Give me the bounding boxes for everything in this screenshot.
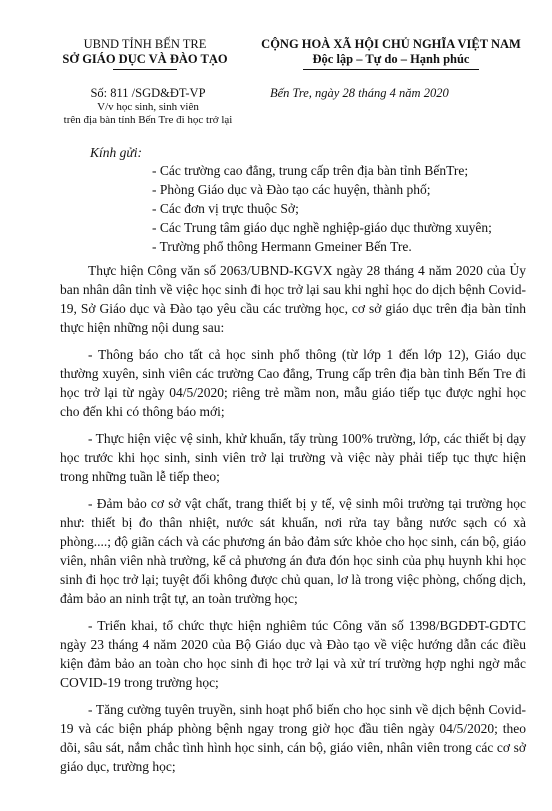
document-body [60, 261, 526, 784]
recipient-list [152, 161, 492, 256]
salutation: Kính gửi: [90, 145, 142, 160]
body-paragraph: Thực hiện Công văn số 2063/UBND-KGVX ngày 28 tháng 4 năm 2020 của Ủy ban nhân dân tỉnh về việc học sinh đi học trở lại sau khi nghỉ học do dịch bệnh Covid-19, Sở Giáo dục và Đào tạo yêu cầu các trường học, cơ sở giáo dục trên địa bàn tỉnh thực hiện những nội dung sau: [60, 263, 526, 335]
recipient-item: - Các đơn vị trực thuộc Sở; [152, 201, 299, 216]
body-paragraph: - Đảm bảo cơ sở vật chất, trang thiết bị y tế, vệ sinh môi trường tại trường học như: thiết bị đo thân nhiệt, nước sát khuẩn, nơi rửa tay bằng nước sạch có xà phòng....; độ giãn cách và các phương án bảo đảm sức khỏe cho học sinh, cán bộ, giáo viên, nhân viên nhà trường, kể cả phương án đưa đón học sinh của phụ huynh khi học sinh đi học trở lại; tuyệt đối không được chủ quan, lơ là trong việc phòng, chống dịch, đảm bảo an ninh trật tự, an toàn trường học; [60, 496, 527, 606]
recipient-item: - Trường phổ thông Hermann Gmeiner Bến Tre. [152, 239, 412, 254]
issuer-underline [113, 69, 177, 70]
body-paragraph: - Triển khai, tổ chức thực hiện nghiêm túc Công văn số 1398/BGDĐT-GDTC ngày 23 tháng 4 năm 2020 của Bộ Giáo dục và Đào tạo về việc hướng dẫn các điều kiện đảm bảo an toàn cho học sinh đi học trở lại và xử trí trường hợp nghi ngờ mắc COVID-19 trong trường học; [60, 618, 526, 690]
recipient-item: - Các trường cao đẳng, trung cấp trên địa bàn tỉnh BếnTre; [152, 163, 469, 178]
motto-underline [303, 69, 479, 70]
body-paragraph: - Thông báo cho tất cả học sinh phổ thông (từ lớp 1 đến lớp 12), Giáo dục thường xuyên, sinh viên các trường Cao đẳng, Trung cấp trên địa bàn tỉnh Bến Tre đi học trở lại từ ngày 04/5/2020; riêng trẻ mầm non, mẫu giáo tiếp tục được nghỉ học cho đến khi có thông báo mới; [60, 347, 526, 419]
national-motto: Độc lập – Tự do – Hạnh phúc [312, 52, 470, 66]
recipient-item: - Các Trung tâm giáo dục nghề nghiệp-giáo dục thường xuyên; [152, 220, 492, 235]
subject-line-2: trên địa bàn tỉnh Bến Tre đi học trở lại [63, 114, 233, 126]
body-paragraph: - Thực hiện việc vệ sinh, khử khuẩn, tẩy trùng 100% trường, lớp, các thiết bị dạy học trước khi học sinh, sinh viên trở lại trường và việc này phải tiếp tục thực hiện trong những tuần lễ tiếp theo; [60, 431, 526, 484]
recipient-item: - Phòng Giáo dục và Đào tạo các huyện, thành phố; [152, 182, 431, 197]
issuer-block [40, 37, 250, 70]
issuer-province: UBND TỈNH BẾN TRE [83, 37, 207, 51]
body-paragraph: - Tăng cường tuyên truyền, sinh hoạt phổ biến cho học sinh về dịch bệnh Covid-19 và các biện pháp phòng bệnh ngay trong giờ học đầu tiên ngày 04/5/2020; theo dõi, sâu sát, nắm chắc tình hình học sinh, cán bộ, giáo viên, nhân viên trong các cơ sở giáo dục, trường học; [60, 702, 526, 774]
national-title: CỘNG HOÀ XÃ HỘI CHỦ NGHĨA VIỆT NAM [261, 37, 521, 51]
subject-line-1: V/v học sinh, sinh viên [97, 101, 199, 113]
national-motto-block [246, 37, 536, 70]
issuer-department: SỞ GIÁO DỤC VÀ ĐÀO TẠO [62, 52, 228, 66]
issue-date: Bến Tre, ngày 28 tháng 4 năm 2020 [270, 86, 449, 100]
document-number: Số: 811 /SGD&ĐT-VP [90, 86, 206, 100]
